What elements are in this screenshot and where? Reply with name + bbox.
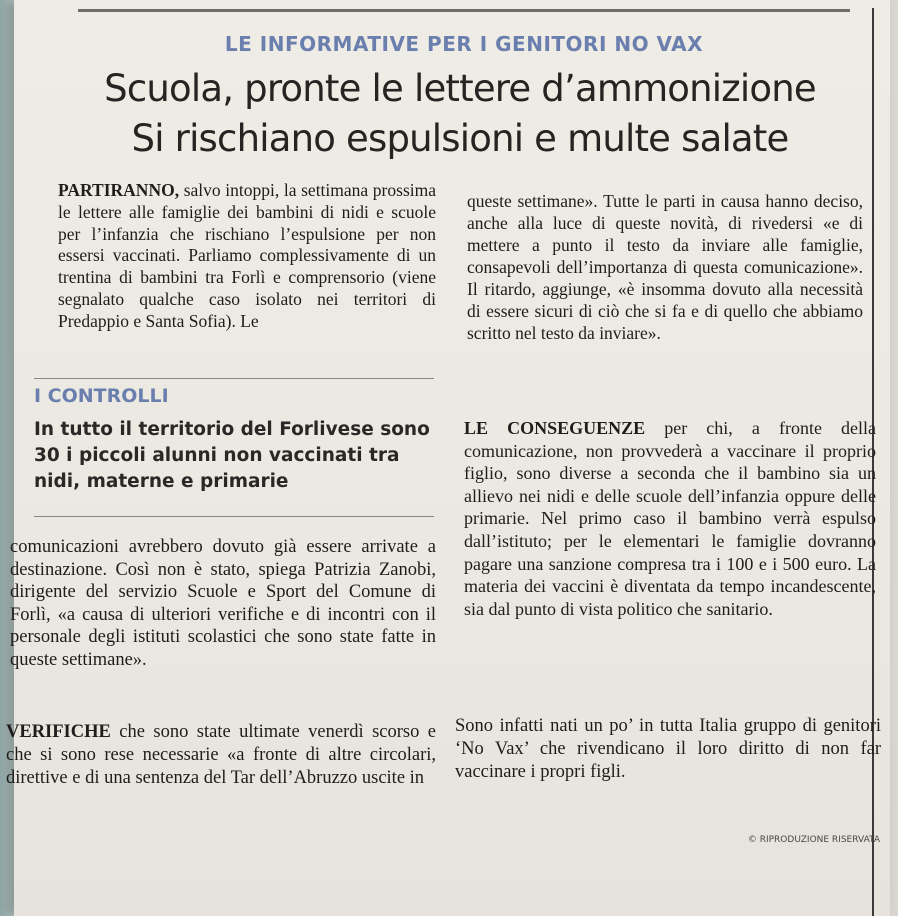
copyright-credit: © RIPRODUZIONE RISERVATA [747,835,880,845]
article-kicker: LE INFORMATIVE PER I GENITORI NO VAX [224,32,704,56]
lead-word: PARTIRANNO, [58,180,180,200]
lead-word: VERIFICHE [6,722,111,742]
headline-line-2: Si rischiano espulsioni e multe salate [131,117,789,160]
box-kicker: I CONTROLLI [34,385,169,407]
col1-verifiche-paragraph [6,721,436,790]
col2-top-paragraph [467,190,863,344]
paragraph-text: queste settimane». Tutte le parti in causa hanno deciso, anche alla luce di queste novità, di rivedersi «e di mettere a punto il testo da inviare alle famiglie, consapevoli dell’importanza di questa comunicazione». Il ritardo, aggiunge, «è insomma dovuto alla necessità di essere sicuri di ciò che si fa e di quello che abbiamo scritto nel testo da inviare». [467,191,863,343]
col2-end-paragraph [455,715,881,784]
top-rule [78,9,850,12]
headline-line-1: Scuola, pronte le lettere d’ammonizione [104,67,816,110]
lead-word: LE CONSEGUENZE [464,418,646,438]
paragraph-text: per chi, a fronte della comunicazione, non provvederà a vaccinare il proprio figlio, sono diverse a seconda che il bambino sia un allievo nei nidi e delle scuole dell’infanzia oppure delle primarie. Nel primo caso il bambino verrà espulso dall’istituto; per le elementari le famiglie dovranno pagare una sanzione compresa tra i 100 e i 500 euro. La materia dei vaccini è diventata da tempo incandescente, sia dal punto di vista politico che sanitario. [464,418,877,619]
box-bottom-rule [34,516,434,517]
box-top-rule [34,378,434,379]
col2-conseguenze-paragraph [464,417,876,620]
paragraph-text: Sono infatti nati un po’ in tutta Italia gruppo di genitori ‘No Vax’ che rivendicano il loro diritto di non far vaccinare i propri figli. [455,716,881,782]
col1-top-paragraph [58,180,436,333]
box-highlight-text: In tutto il territorio del Forlivese sono 30 i piccoli alunni non vaccinati tra nidi, materne e primarie [34,419,430,492]
col1-bottom-paragraph [10,536,436,671]
paragraph-text: salvo intoppi, la settimana prossima le lettere alle famiglie dei bambini di nidi e scuole per l’infanzia che rischiano l’espulsione per non essersi vaccinati. Parliamo complessivamente di un trentina di bambini tra Forlì e comprensorio (viene segnalato qualche caso isolato nei territori di Predappio e Santa Sofia). Le [58,180,436,331]
paragraph-text: comunicazioni avrebbero dovuto già essere arrivate a destinazione. Così non è stato, spiega Patrizia Zanobi, dirigente del servizio Scuole e Sport del Comune di Forlì, «a causa di ulteriori verifiche e di incontri con il personale degli istituti scolastici che sono state fatte in queste settimane». [10,537,436,670]
paragraph-text: che sono state ultimate venerdì scorso e che si sono rese necessarie «a fronte di altre circolari, direttive e di una sentenza del Tar dell’Abruzzo uscite in [6,722,436,788]
